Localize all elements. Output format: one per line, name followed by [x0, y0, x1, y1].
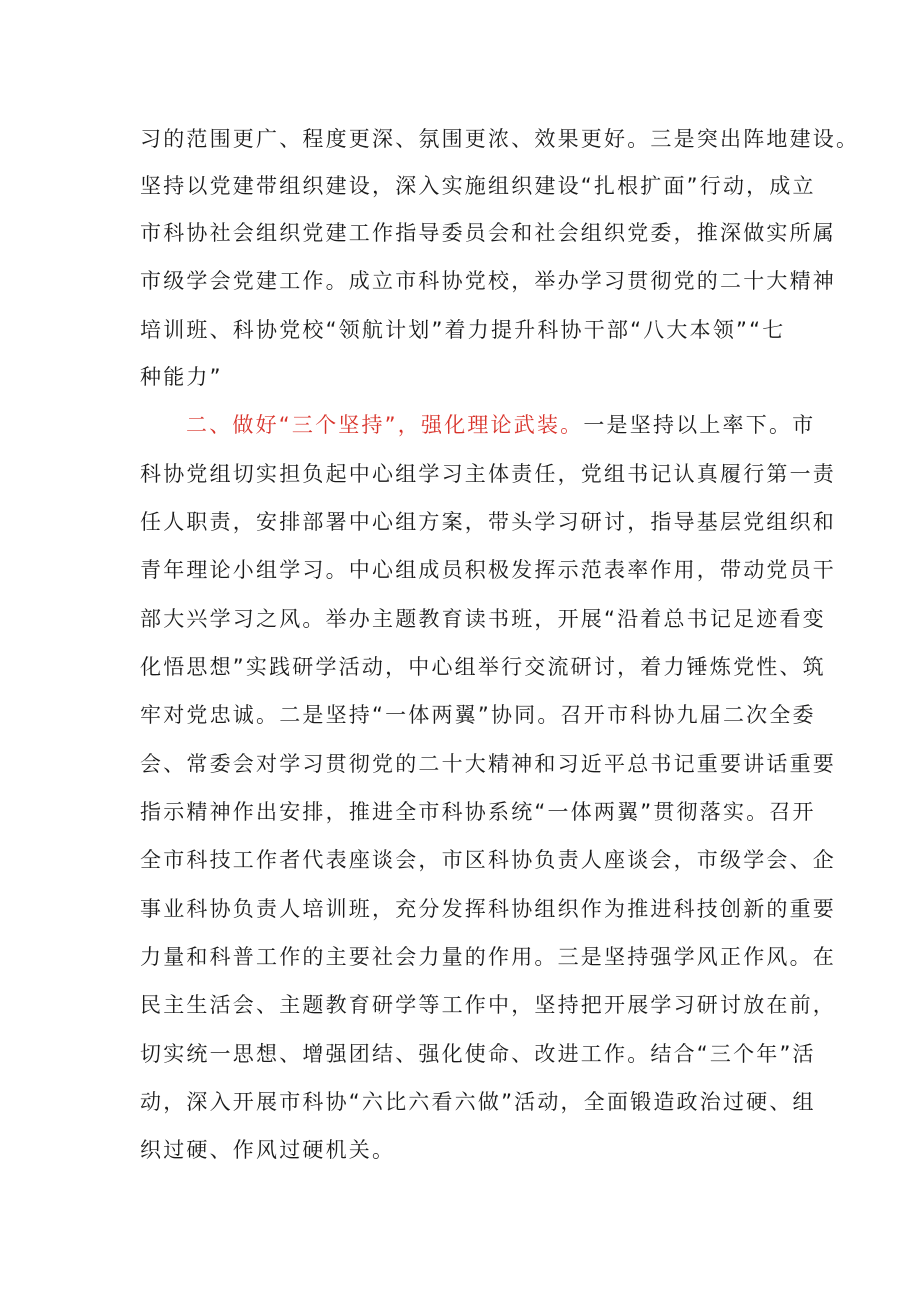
- paragraph-line: 动，深入开展市科协“六比六看六做”活动，全面锻造政治过硬、组: [140, 1090, 816, 1114]
- section-heading-line: [186, 410, 815, 440]
- paragraph-line: 事业科协负责人培训班，充分发挥科协组织作为推进科技创新的重要: [140, 897, 836, 921]
- paragraph-line: 牢对党忠诚。二是坚持“一体两翼”协同。召开市科协九届二次全委: [140, 703, 816, 727]
- paragraph-line: 切实统一思想、增强团结、强化使命、改进工作。结合“三个年”活: [140, 1042, 816, 1066]
- paragraph-line: 全市科技工作者代表座谈会，市区科协负责人座谈会，市级学会、企: [140, 848, 836, 872]
- paragraph-line: 民主生活会、主题教育研学等工作中，坚持把开展学习研讨放在前，: [140, 993, 836, 1017]
- paragraph-line: 种能力”: [140, 365, 223, 389]
- paragraph-line: 力量和科普工作的主要社会力量的作用。三是坚持强学风正作风。在: [140, 945, 836, 969]
- paragraph-line: 化悟思想”实践研学活动，中心组举行交流研讨，着力锤炼党性、筑: [140, 655, 826, 679]
- section-heading-continuation: 一是坚持以上率下。市: [583, 413, 816, 437]
- paragraph-line: 部大兴学习之风。举办主题教育读书班，开展“沿着总书记足迹看变: [140, 607, 826, 631]
- paragraph-line: 青年理论小组学习。中心组成员积极发挥示范表率作用，带动党员干: [140, 558, 836, 582]
- paragraph-line: 坚持以党建带组织建设，深入实施组织建设“扎根扩面”行动，成立: [140, 174, 816, 198]
- paragraph-line: 市科协社会组织党建工作指导委员会和社会组织党委，推深做实所属: [140, 221, 836, 245]
- paragraph-line: 培训班、科协党校“领航计划”着力提升科协干部“八大本领”“七: [140, 318, 786, 342]
- paragraph-line: 任人职责，安排部署中心组方案，带头学习研讨，指导基层党组织和: [140, 510, 836, 534]
- paragraph-line: 织过硬、作风过硬机关。: [140, 1138, 396, 1162]
- paragraph-line: 会、常委会对学习贯彻党的二十大精神和习近平总书记重要讲话重要: [140, 752, 836, 776]
- paragraph-line: 习的范围更广、程度更深、氛围更浓、效果更好。三是突出阵地建设。: [140, 127, 860, 151]
- paragraph-line: 科协党组切实担负起中心组学习主体责任，党组书记认真履行第一责: [140, 462, 836, 486]
- section-heading: 二、做好“三个坚持”，强化理论武装。: [186, 413, 584, 437]
- paragraph-line: 市级学会党建工作。成立市科协党校，举办学习贯彻党的二十大精神: [140, 269, 836, 293]
- paragraph-line: 指示精神作出安排，推进全市科协系统“一体两翼”贯彻落实。召开: [140, 800, 816, 824]
